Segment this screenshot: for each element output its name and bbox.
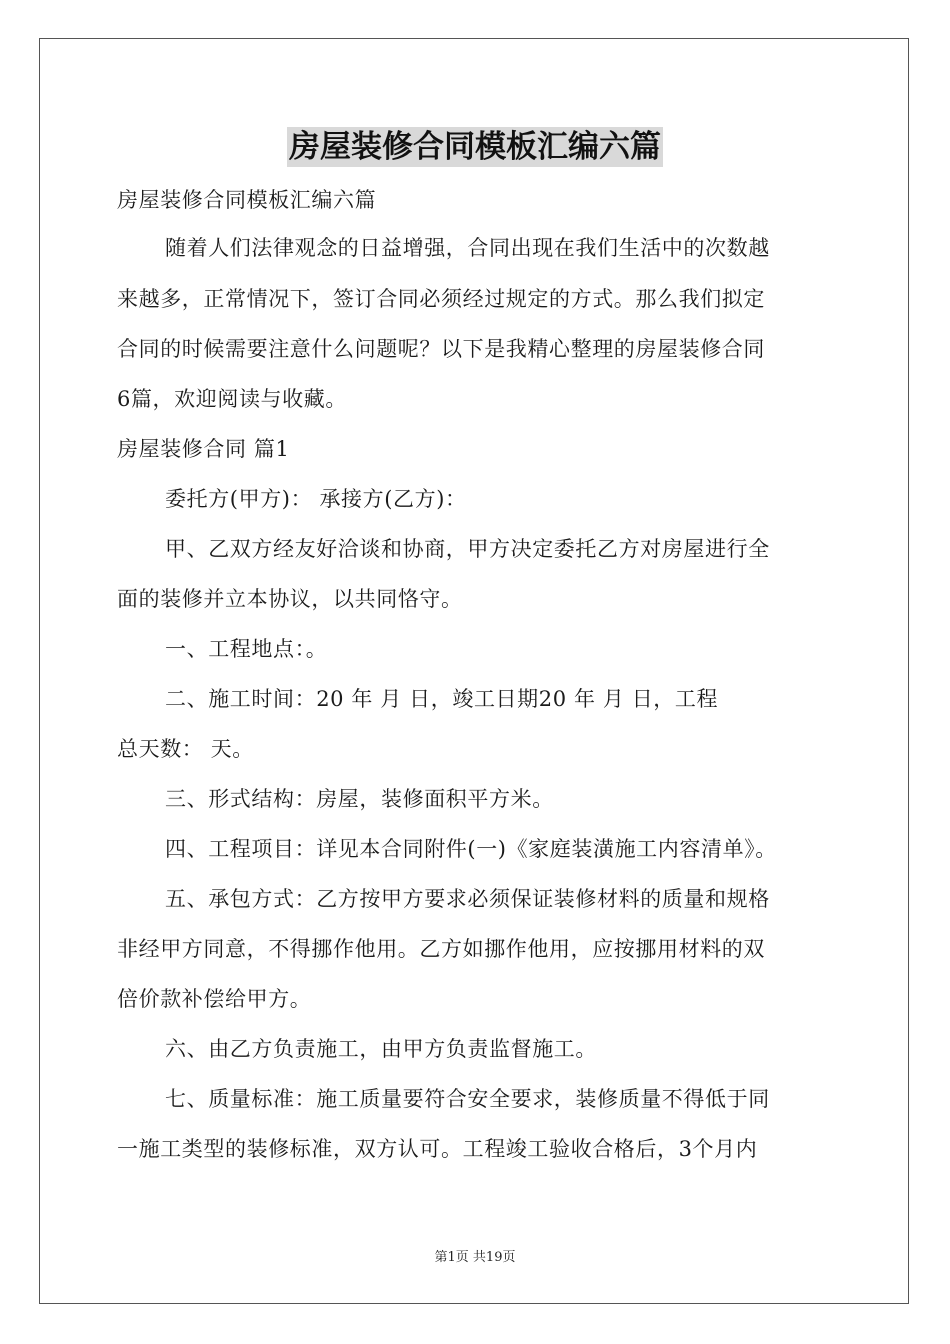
text-line: 一施工类型的装修标准，双方认可。工程竣工验收合格后，3个月内 bbox=[117, 1137, 758, 1161]
text-line: 面的装修并立本协议，以共同恪守。 bbox=[117, 587, 463, 611]
page-border bbox=[39, 38, 909, 1304]
text-line: 五、承包方式：乙方按甲方要求必须保证装修材料的质量和规格 bbox=[165, 887, 770, 911]
text-line: 倍价款补偿给甲方。 bbox=[117, 987, 312, 1011]
text-line: 委托方(甲方)： 承接方(乙方)： bbox=[165, 487, 467, 511]
text-line: 四、工程项目：详见本合同附件(一)《家庭装潢施工内容清单》。 bbox=[165, 837, 777, 861]
text-line: 6篇，欢迎阅读与收藏。 bbox=[117, 387, 347, 411]
title-container bbox=[0, 127, 950, 167]
text-line: 六、由乙方负责施工，由甲方负责监督施工。 bbox=[165, 1037, 597, 1061]
text-line: 合同的时候需要注意什么问题呢？以下是我精心整理的房屋装修合同 bbox=[117, 337, 765, 361]
text-line: 来越多，正常情况下，签订合同必须经过规定的方式。那么我们拟定 bbox=[117, 287, 765, 311]
text-line: 房屋装修合同模板汇编六篇 bbox=[117, 188, 377, 212]
text-line: 房屋装修合同 篇1 bbox=[117, 437, 290, 461]
text-line: 七、质量标准：施工质量要符合安全要求，装修质量不得低于同 bbox=[165, 1087, 770, 1111]
text-line: 随着人们法律观念的日益增强，合同出现在我们生活中的次数越 bbox=[165, 236, 770, 260]
document-title: 房屋装修合同模板汇编六篇 bbox=[289, 129, 661, 165]
text-line: 甲、乙双方经友好洽谈和协商，甲方决定委托乙方对房屋进行全 bbox=[165, 537, 770, 561]
text-line: 二、施工时间：20 年 月 日，竣工日期20 年 月 日，工程 bbox=[165, 687, 719, 711]
text-line: 总天数： 天。 bbox=[117, 737, 254, 761]
text-line: 一、工程地点：。 bbox=[165, 637, 328, 661]
text-line: 非经甲方同意，不得挪作他用。乙方如挪作他用，应按挪用材料的双 bbox=[117, 937, 765, 961]
page-footer: 第1页 共19页 bbox=[434, 1250, 516, 1265]
text-line: 三、形式结构：房屋，装修面积平方米。 bbox=[165, 787, 554, 811]
